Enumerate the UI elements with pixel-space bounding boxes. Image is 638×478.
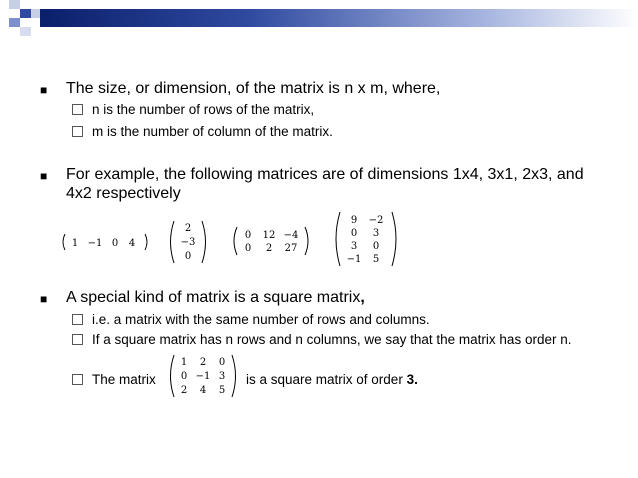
sub-bullet-text: If a square matrix has n rows and n columns, we say that the matrix has order n. xyxy=(92,332,572,347)
matrix-entry: 2 xyxy=(199,357,207,368)
filled-square-bullet-icon: ■ xyxy=(40,83,48,97)
matrix-entry: −1 xyxy=(195,371,211,382)
matrix-entry: 5 xyxy=(372,254,380,265)
matrix-entry: 27 xyxy=(284,243,298,254)
matrix-2x3 xyxy=(230,225,312,257)
hollow-square-bullet-icon xyxy=(72,126,83,137)
matrix-entry: 0 xyxy=(218,357,226,368)
header-decoration xyxy=(0,0,638,36)
bullet-text xyxy=(66,288,626,307)
matrix-entry: 0 xyxy=(350,228,358,239)
hollow-square-bullet-icon xyxy=(72,334,83,345)
matrix-1x4 xyxy=(60,232,150,252)
matrix-4x2 xyxy=(332,210,400,268)
matrix-entry: 4 xyxy=(199,385,207,396)
filled-square-bullet-icon: ■ xyxy=(40,169,48,183)
matrix-entry: 0 xyxy=(184,251,192,262)
sub-bullet-text-post-main: is a square matrix of order xyxy=(246,372,403,387)
matrix-entry: 2 xyxy=(180,385,188,396)
matrix-entry: 1 xyxy=(180,357,188,368)
sub-bullet-text-pre: The matrix xyxy=(92,372,156,387)
bullet-text: For example, the following matrices are of dimensions 1x4, 3x1, 2x3, and 4x2 respectively xyxy=(66,166,584,202)
matrix-entry: −2 xyxy=(368,215,384,226)
sub-bullet-order-value: 3. xyxy=(406,372,418,387)
bullet-text-comma: , xyxy=(360,289,365,306)
matrix-entry: 2 xyxy=(184,223,192,234)
sub-bullet-text: m is the number of column of the matrix. xyxy=(92,124,333,139)
decor-square xyxy=(20,9,31,18)
matrix-3x3 xyxy=(166,353,240,399)
matrix-entry: 0 xyxy=(111,238,119,249)
matrix-entry: 2 xyxy=(265,243,273,254)
matrix-entry: −1 xyxy=(346,254,362,265)
matrix-entry: 5 xyxy=(218,385,226,396)
sub-bullet-text-post xyxy=(246,371,486,388)
hollow-square-bullet-icon xyxy=(72,374,83,385)
matrix-entry: 0 xyxy=(372,241,380,252)
matrix-entry: 1 xyxy=(71,238,79,249)
sub-bullet-text: i.e. a matrix with the same number of rows and columns. xyxy=(92,312,430,327)
matrix-entry: 12 xyxy=(262,230,276,241)
matrix-entry: 4 xyxy=(128,238,136,249)
filled-square-bullet-icon: ■ xyxy=(40,292,48,306)
matrix-entry: −4 xyxy=(283,230,299,241)
decor-square xyxy=(31,9,40,18)
bullet-text: The size, or dimension, of the matrix is n x m, where, xyxy=(66,80,441,97)
matrix-entry: 3 xyxy=(372,228,380,239)
matrix-entry: 9 xyxy=(350,215,358,226)
matrix-entry: 3 xyxy=(350,241,358,252)
matrix-entry: 3 xyxy=(218,371,226,382)
matrix-3x1 xyxy=(166,219,210,265)
matrix-entry: 0 xyxy=(244,230,252,241)
sub-bullet-example-3x3 xyxy=(72,371,492,391)
hollow-square-bullet-icon xyxy=(72,104,83,115)
decor-square xyxy=(20,27,31,36)
hollow-square-bullet-icon xyxy=(72,314,83,325)
header-gradient-bar xyxy=(40,9,638,27)
matrix-entry: 0 xyxy=(244,243,252,254)
decor-square xyxy=(9,18,20,27)
matrix-entry: −1 xyxy=(87,238,103,249)
sub-bullet-text: n is the number of rows of the matrix, xyxy=(92,102,315,117)
bullet-text-main: A special kind of matrix is a square matrix xyxy=(66,289,361,306)
decor-square xyxy=(9,0,20,9)
matrix-entry: 0 xyxy=(180,371,188,382)
matrix-entry: −3 xyxy=(180,237,196,248)
